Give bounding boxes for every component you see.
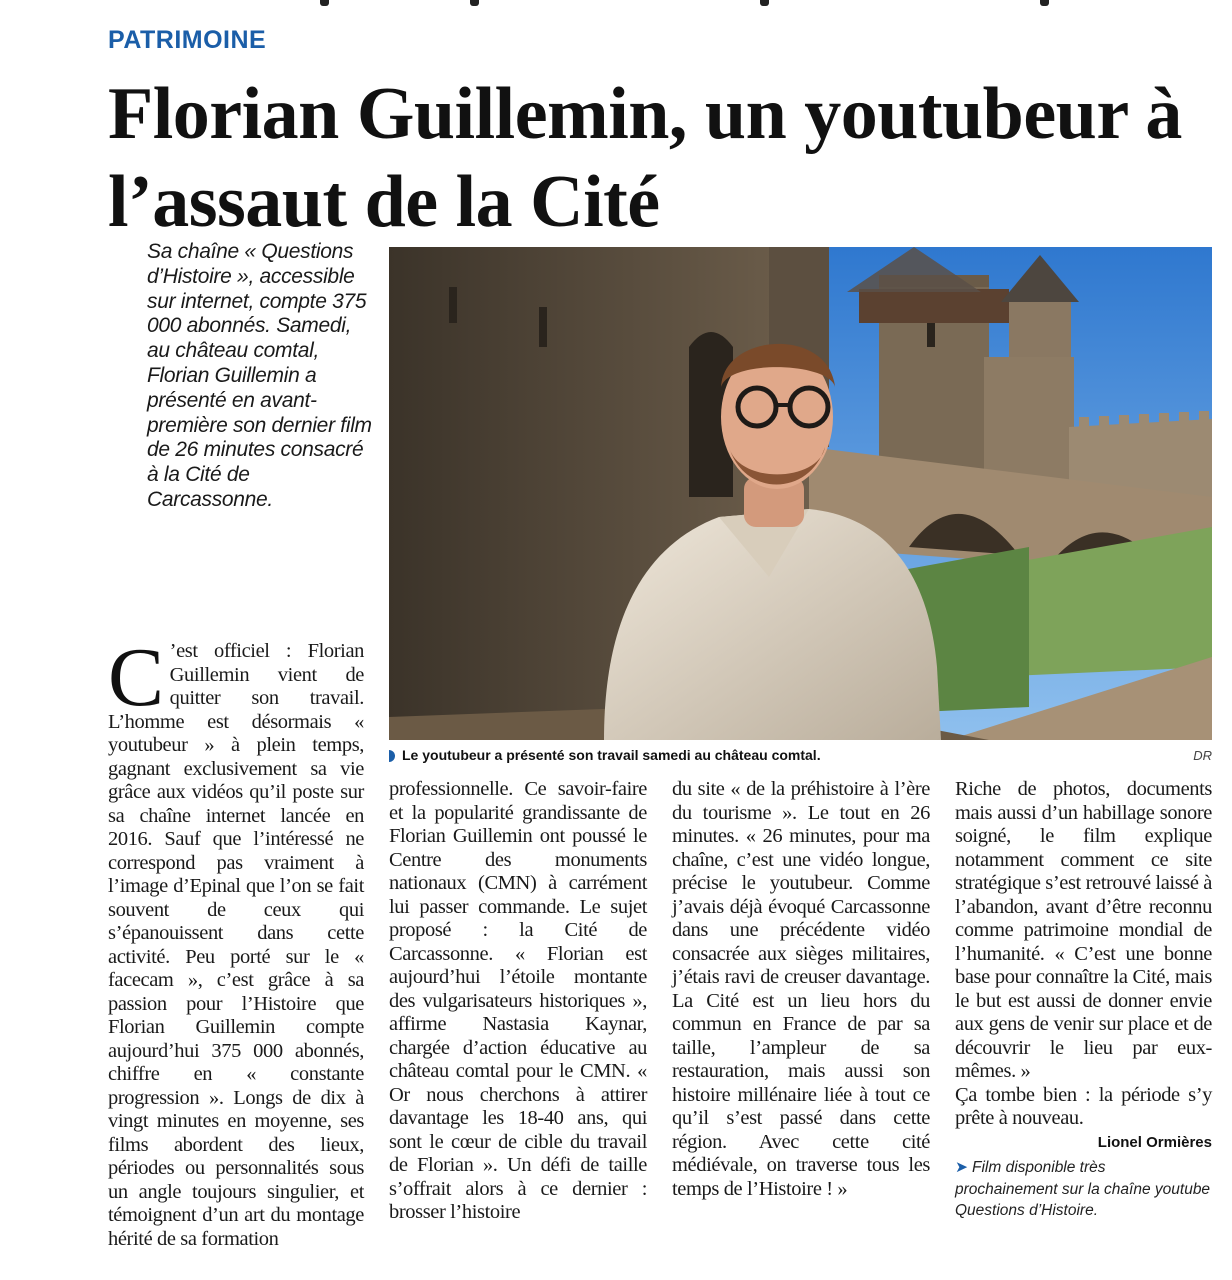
body-column-4 [955, 778, 1212, 1131]
caption-marker-icon [389, 750, 395, 762]
body-column-2: professionnelle. Ce savoir-faire et la popularité grandissante de Florian Guillemin ont poussé le Centre des monuments nationaux (CMN) à carrément lui passer commande. Le sujet proposé : la Cité de Carcassonne. « Florian est aujourd’hui l’étoile montante des vulgarisateurs historiques », affirme Nastasia Kaynar, chargée d’action éducative au château comtal pour le CMN. « Or nous cherchons à attirer davantage les 18-40 ans, qui sont le cœur de cible du travail de Florian ». Un défi de taille s’offrait alors à ce dernier : brosser l’histoire [389, 778, 647, 1223]
body-column-1 [108, 631, 364, 1251]
photo-credit: DR [1193, 748, 1212, 763]
body-text-4a: Riche de photos, documents mais aussi d’un habillage sonore soigné, le film explique notamment comment ce site stratégique s’est retrouvé laissé à l’abandon, avant d’être reconnu comme patrimoine mondial de l’humanité. « C’est une bonne base pour connaître la Cité, mais le but est aussi de donner envie aux gens de venir sur place et de découvrir le lieu par eux-mêmes. » [955, 778, 1212, 1082]
footnote-text: Film disponible très prochainement sur la chaîne youtube Questions d’Histoire. [955, 1159, 1211, 1219]
caption-text: Le youtubeur a présenté son travail samedi au château comtal. [402, 747, 821, 763]
author-byline: Lionel Ormières [1097, 1134, 1212, 1151]
footnote [955, 1157, 1212, 1222]
article-photo [389, 247, 1212, 740]
body-text-1: ’est officiel : Florian Guillemin vient de quitter son travail. L’homme est désormais « youtubeur » à plein temps, gagnant exclusivement sa vie grâce aux vidéos qu’il poste sur sa chaîne internet lancée en 2016. Sauf que l’intéressé ne correspond pas vraiment à l’image d’Epinal que l’on se fait souvent de ceux qui s’épanouissent dans cette activité. Peu porté sur le « facecam », c’est grâce à sa passion pour l’Histoire que Florian Guillemin compte aujourd’hui 375 000 abonnés, chiffre en « constante progression ». Longs de dix à vingt minutes en moyenne, ses films abordent des lieux, périodes ou personnalités sous un angle toujours singulier, et témoignent d’un art du montage hérité de sa formation [108, 640, 364, 1250]
body-text-4b: Ça tombe bien : la période s’y prête à nouveau. [955, 1083, 1212, 1129]
arrow-icon: ➤ [955, 1159, 968, 1176]
section-kicker: PATRIMOINE [108, 26, 267, 54]
body-column-3: du site « de la préhistoire à l’ère du tourisme ». Le tout en 26 minutes. « 26 minutes, pour ma chaîne, c’est une vidéo longue, précise le youtubeur. Comme j’avais déjà évoqué Carcassonne dans une précédente vidéo consacrée aux sièges militaires, j’étais ravi de creuser davantage. La Cité est un lieu hors du commun en France de par sa taille, l’ampleur de sa restauration, mais aussi son histoire millénaire liée à tout ce qu’il s’est passé dans cette région. Avec cette cité médiévale, on traverse tous les temps de l’Histoire ! » [672, 778, 930, 1200]
previous-page-strip [0, 0, 1232, 8]
drop-cap: C [108, 631, 164, 724]
article-headline: Florian Guillemin, un youtubeur à l’assaut de la Cité [108, 73, 1182, 243]
standfirst: Sa chaîne « Questions d’Histoire », accessible sur internet, compte 375 000 abonnés. Samedi, au château comtal, Florian Guillemin a présenté en avant-première son dernier film de 26 minutes consacré à la Cité de Carcassonne. [147, 240, 372, 511]
photo-caption [389, 747, 1212, 769]
